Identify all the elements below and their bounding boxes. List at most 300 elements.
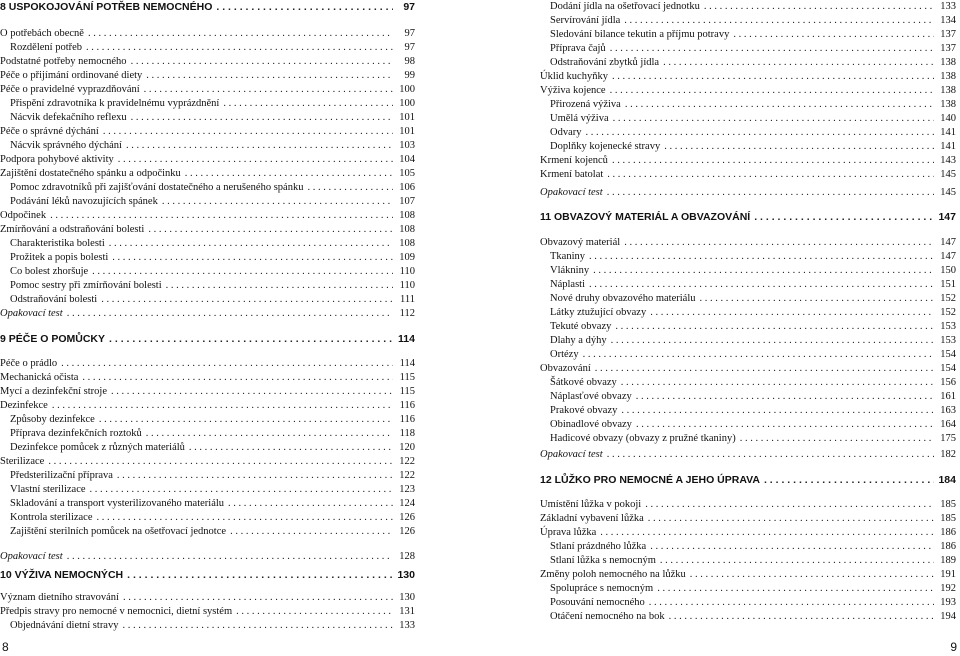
toc-test-entry [540,448,960,462]
toc-entry-title: 9 PÉČE O POMŮCKY [0,333,106,345]
toc-entry-title: 12 LŮŽKO PRO NEMOCNÉ A JEHO ÚPRAVA [540,474,760,486]
dot-leader [146,427,393,441]
dot-leader [636,390,934,404]
toc-entry [540,568,960,582]
toc-entry-title: Zajištění dostatečného spánku a odpočinku [0,168,181,179]
toc-entry-page: 114 [399,358,415,369]
dot-leader [589,250,934,264]
toc-entry-title: Příprava dezinfekčních roztoků [10,428,142,439]
toc-chapter-heading [540,473,960,487]
toc-entry-page: 105 [399,168,415,179]
toc-entry [540,168,960,182]
toc-entry-page: 193 [940,597,956,608]
dot-leader [61,357,393,371]
toc-entry-title: Krmení kojenců [540,155,608,166]
dot-leader [117,469,393,483]
toc-entry-title: Látky ztužující obvazy [550,307,647,318]
toc-entry [540,0,960,14]
toc-entry-page: 189 [940,555,956,566]
toc-entry-page: 152 [940,307,956,318]
toc-entry-title: Stlaní prázdného lůžka [550,541,647,552]
toc-entry [0,399,419,413]
dot-leader [131,55,393,69]
toc-entry-title: 10 VÝŽIVA NEMOCNÝCH [0,569,124,581]
toc-entry-page: 97 [403,1,415,13]
toc-entry-page: 141 [940,141,956,152]
toc-entry-page: 123 [399,484,415,495]
toc-entry [0,139,419,153]
dot-leader [82,371,393,385]
toc-entry-page: 122 [399,456,415,467]
toc-entry [540,56,960,70]
toc-entry [0,223,419,237]
toc-entry [540,512,960,526]
toc-entry-page: 97 [404,28,415,39]
toc-entry-title: Přirozená výživa [550,99,621,110]
toc-entry-page: 185 [940,499,956,510]
toc-entry-title: Příprava čajů [550,43,606,54]
toc-entry-title: Předsterilizační příprava [10,470,113,481]
toc-entry-title: Servírování jídla [550,15,621,26]
dot-leader [118,153,393,167]
toc-entry-page: 147 [938,211,956,223]
toc-test-entry [540,186,960,200]
dot-leader [146,69,393,83]
toc-entry-page: 130 [399,592,415,603]
toc-entry-page: 154 [940,349,956,360]
toc-entry [0,111,419,125]
dot-leader [600,526,934,540]
toc-entry [540,418,960,432]
toc-entry-title: Stlaní lůžka s nemocným [550,555,656,566]
toc-entry [0,83,419,97]
toc-entry-title: Dezinfekce pomůcek z různých materiálů [10,442,185,453]
toc-entry-title: Péče o prádlo [0,358,58,369]
toc-entry-page: 192 [940,583,956,594]
toc-entry-page: 182 [940,449,956,460]
toc-entry-page: 101 [399,112,415,123]
dot-leader [700,292,935,306]
page-number-right: 9 [950,640,957,654]
toc-entry [0,371,419,385]
toc-entry [0,153,419,167]
toc-entry [540,610,960,624]
toc-entry [0,413,419,427]
toc-entry [0,279,419,293]
toc-entry-title: O potřebách obecně [0,28,84,39]
toc-entry-page: 175 [940,433,956,444]
toc-entry [0,455,419,469]
toc-entry-page: 101 [399,126,415,137]
dot-leader [97,511,393,525]
toc-entry-title: Otáčení nemocného na bok [550,611,665,622]
dot-leader [650,306,934,320]
toc-entry-page: 100 [399,84,415,95]
toc-entry [0,497,419,511]
toc-entry-title: Šátkové obvazy [550,377,617,388]
toc-entry-title: Obvazový materiál [540,237,621,248]
toc-entry-title: Vlákniny [550,265,590,276]
toc-entry-page: 116 [399,414,415,425]
toc-entry-title: Mechanická očista [0,372,79,383]
toc-entry-title: Opakovací test [540,187,603,198]
toc-entry-title: Rozdělení potřeb [10,42,83,53]
toc-entry-page: 156 [940,377,956,388]
toc-entry [0,619,419,633]
toc-entry [540,582,960,596]
toc-entry-title: Dodání jídla na ošetřovací jednotku [550,1,700,12]
dot-leader [230,525,393,539]
toc-entry [0,97,419,111]
toc-entry [0,265,419,279]
dot-leader [86,41,393,55]
dot-leader [764,473,934,487]
toc-entry-page: 106 [399,182,415,193]
toc-test-entry [0,550,419,564]
dot-leader [67,307,393,321]
dot-leader [90,483,393,497]
dot-leader [615,320,934,334]
toc-entry-title: Význam dietního stravování [0,592,119,603]
toc-entry-title: Hadicové obvazy (obvazy z pružné tkaniny) [550,433,736,444]
toc-entry-page: 108 [399,224,415,235]
toc-entry [540,432,960,446]
toc-entry-page: 153 [940,321,956,332]
toc-entry-page: 111 [400,294,415,305]
dot-leader [216,0,393,14]
toc-entry [540,376,960,390]
toc-entry-title: Kontrola sterilizace [10,512,93,523]
toc-entry [540,498,960,512]
toc-entry-page: 110 [399,280,415,291]
toc-entry [540,292,960,306]
toc-entry-title: Prožitek a popis bolesti [10,252,109,263]
toc-entry-page: 137 [940,43,956,54]
toc-entry-title: Zmírňování a odstraňování bolesti [0,224,145,235]
toc-entry-title: Náplasti [550,279,585,290]
toc-entry-title: Tekuté obvazy [550,321,612,332]
dot-leader [236,605,393,619]
toc-entry-page: 110 [399,266,415,277]
toc-entry [540,404,960,418]
dot-leader [228,497,393,511]
dot-leader [690,568,934,582]
toc-entry [540,140,960,154]
toc-entry [540,42,960,56]
toc-entry [540,98,960,112]
toc-entry-title: Úklid kuchyňky [540,71,608,82]
toc-entry [540,154,960,168]
toc-entry-page: 128 [399,551,415,562]
toc-entry [0,55,419,69]
toc-chapter-heading [0,0,419,14]
dot-leader [612,70,934,84]
toc-entry [0,181,419,195]
toc-entry [540,250,960,264]
toc-entry-title: Odvary [550,127,582,138]
toc-entry-page: 191 [940,569,956,580]
toc-entry-page: 118 [399,428,415,439]
toc-entry-title: Podávání léků navozujících spánek [10,196,158,207]
toc-entry [540,320,960,334]
dot-leader [88,27,393,41]
toc-entry-title: Obinadlové obvazy [550,419,632,430]
toc-entry-title: Péče o přijímání ordinované diety [0,70,143,81]
toc-entry-page: 120 [399,442,415,453]
toc-entry [0,237,419,251]
toc-entry [540,554,960,568]
dot-leader [131,111,393,125]
toc-chapter-heading [540,210,960,224]
dot-leader [52,399,393,413]
toc-entry [0,209,419,223]
toc-entry [0,483,419,497]
toc-entry-title: Přispění zdravotníka k pravidelnému vyprázdnění [10,98,220,109]
toc-entry-page: 98 [404,56,415,67]
toc-entry-title: 8 USPOKOJOVÁNÍ POTŘEB NEMOCNÉHO [0,1,213,13]
dot-leader [624,14,934,28]
toc-entry-page: 153 [940,335,956,346]
toc-entry-page: 194 [940,611,956,622]
toc-entry [0,125,419,139]
dot-leader [664,140,934,154]
toc-entry [540,334,960,348]
toc-chapter-heading [0,332,419,346]
toc-entry-page: 184 [938,474,956,486]
toc-entry-page: 164 [940,419,956,430]
toc-test-entry [0,307,419,321]
toc-entry-title: 11 OBVAZOVÝ MATERIÁL A OBVAZOVÁNÍ [540,211,751,223]
toc-entry-title: Nácvik defekačního reflexu [10,112,127,123]
dot-leader [123,591,393,605]
toc-entry-page: 99 [404,70,415,81]
toc-chapter-heading [0,568,419,582]
toc-entry [540,84,960,98]
toc-entry-title: Umístění lůžka v pokoji [540,499,642,510]
dot-leader [67,550,393,564]
toc-entry-page: 143 [940,155,956,166]
toc-entry [540,348,960,362]
toc-entry [0,591,419,605]
dot-leader [48,455,393,469]
dot-leader [162,195,393,209]
toc-entry-page: 131 [399,606,415,617]
toc-entry-page: 138 [940,85,956,96]
toc-entry-page: 108 [399,210,415,221]
dot-leader [660,554,934,568]
dot-leader [103,125,393,139]
toc-entry-title: Odstraňování bolesti [10,294,98,305]
toc-entry-page: 186 [940,527,956,538]
dot-leader [754,210,934,224]
dot-leader [621,404,934,418]
dot-leader [126,139,393,153]
toc-entry-page: 103 [399,140,415,151]
toc-entry [0,511,419,525]
toc-entry [0,69,419,83]
toc-entry-title: Sterilizace [0,456,45,467]
toc-entry-page: 115 [399,372,415,383]
dot-leader [663,56,934,70]
toc-entry-page: 138 [940,99,956,110]
dot-leader [607,186,934,200]
toc-entry-page: 116 [399,400,415,411]
dot-leader [50,209,393,223]
toc-entry-title: Charakteristika bolesti [10,238,105,249]
toc-entry-page: 147 [940,251,956,262]
toc-entry-title: Způsoby dezinfekce [10,414,95,425]
toc-entry-page: 151 [940,279,956,290]
toc-entry-page: 141 [940,127,956,138]
toc-entry [540,540,960,554]
toc-entry-title: Nácvik správného dýchání [10,140,122,151]
dot-leader [657,582,934,596]
toc-entry-title: Dlahy a dýhy [550,335,607,346]
dot-leader [127,568,393,582]
toc-entry [0,605,419,619]
toc-entry-page: 145 [940,169,956,180]
toc-entry-title: Spolupráce s nemocným [550,583,654,594]
toc-entry-title: Pomoc zdravotníků při zajišťování dostatečného a nerušeného spánku [10,182,304,193]
dot-leader [669,610,934,624]
toc-entry [0,385,419,399]
toc-entry-page: 152 [940,293,956,304]
toc-entry-title: Nové druhy obvazového materiálu [550,293,696,304]
toc-entry-title: Odstraňování zbytků jídla [550,57,660,68]
toc-entry-title: Ortézy [550,349,579,360]
toc-entry-page: 185 [940,513,956,524]
toc-entry-title: Posouvání nemocného [550,597,645,608]
dot-leader [583,348,934,362]
toc-entry-title: Sledování bilance tekutin a příjmu potravy [550,29,730,40]
toc-entry-title: Úprava lůžka [540,527,597,538]
dot-leader [111,385,393,399]
toc-entry-title: Péče o pravidelné vyprazdňování [0,84,140,95]
dot-leader [649,596,934,610]
dot-leader [704,0,934,14]
toc-entry [540,264,960,278]
toc-entry-page: 154 [940,363,956,374]
toc-entry [540,306,960,320]
toc-entry-page: 147 [940,237,956,248]
toc-entry-title: Opakovací test [540,449,603,460]
toc-entry-title: Péče o správné dýchání [0,126,99,137]
toc-entry [540,70,960,84]
toc-entry-page: 161 [940,391,956,402]
toc-entry-page: 109 [399,252,415,263]
dot-leader [99,413,393,427]
toc-entry-title: Odpočinek [0,210,47,221]
dot-leader [148,223,393,237]
dot-leader [595,362,934,376]
dot-leader [625,98,934,112]
toc-entry-title: Krmení batolat [540,169,604,180]
toc-entry [0,427,419,441]
toc-entry [0,293,419,307]
toc-entry-title: Podpora pohybové aktivity [0,154,114,165]
toc-entry-title: Mycí a dezinfekční stroje [0,386,107,397]
dot-leader [621,376,934,390]
toc-entry [540,526,960,540]
toc-entry-title: Opakovací test [0,308,63,319]
toc-entry-page: 134 [940,15,956,26]
toc-entry [0,27,419,41]
toc-entry-title: Podstatné potřeby nemocného [0,56,127,67]
toc-entry [540,236,960,250]
toc-entry-title: Pomoc sestry při zmírňování bolesti [10,280,162,291]
toc-entry-title: Co bolest zhoršuje [10,266,89,277]
toc-entry [0,441,419,455]
toc-entry [540,278,960,292]
dot-leader [611,334,934,348]
dot-leader [610,84,934,98]
dot-leader [112,251,393,265]
dot-leader [101,293,393,307]
toc-entry-page: 138 [940,71,956,82]
dot-leader [307,181,393,195]
toc-entry [0,525,419,539]
toc-entry [540,112,960,126]
toc-entry [0,357,419,371]
page-number-left: 8 [2,640,9,654]
toc-entry-page: 137 [940,29,956,40]
toc-entry-page: 100 [399,98,415,109]
toc-entry-page: 114 [398,333,415,345]
toc-entry-page: 97 [404,42,415,53]
dot-leader [610,42,934,56]
toc-entry-page: 104 [399,154,415,165]
toc-entry-title: Dezinfekce [0,400,48,411]
toc-entry-page: 133 [399,620,415,631]
toc-entry-page: 145 [940,187,956,198]
toc-entry [540,14,960,28]
dot-leader [607,168,934,182]
toc-entry-page: 124 [399,498,415,509]
toc-entry-title: Změny poloh nemocného na lůžku [540,569,686,580]
toc-entry-title: Umělá výživa [550,113,609,124]
toc-entry-page: 126 [399,512,415,523]
dot-leader [223,97,393,111]
dot-leader [733,28,934,42]
toc-entry-page: 108 [399,238,415,249]
toc-entry [540,362,960,376]
toc-entry-title: Základní vybavení lůžka [540,513,644,524]
toc-entry [540,390,960,404]
toc-entry-page: 126 [399,526,415,537]
dot-leader [612,154,934,168]
toc-entry [540,596,960,610]
dot-leader [636,418,934,432]
toc-entry-page: 150 [940,265,956,276]
toc-entry-title: Výživa kojence [540,85,606,96]
dot-leader [607,448,934,462]
dot-leader [593,264,934,278]
dot-leader [122,619,393,633]
toc-entry-title: Vlastní sterilizace [10,484,86,495]
toc-entry-page: 115 [399,386,415,397]
dot-leader [586,126,935,140]
toc-entry-page: 107 [399,196,415,207]
toc-entry-title: Obvazování [540,363,591,374]
toc-entry-page: 163 [940,405,956,416]
toc-entry-title: Doplňky kojenecké stravy [550,141,661,152]
toc-entry-title: Opakovací test [0,551,63,562]
toc-entry-page: 122 [399,470,415,481]
dot-leader [166,279,393,293]
toc-entry-page: 138 [940,57,956,68]
toc-entry-page: 112 [399,308,415,319]
dot-leader [650,540,934,554]
